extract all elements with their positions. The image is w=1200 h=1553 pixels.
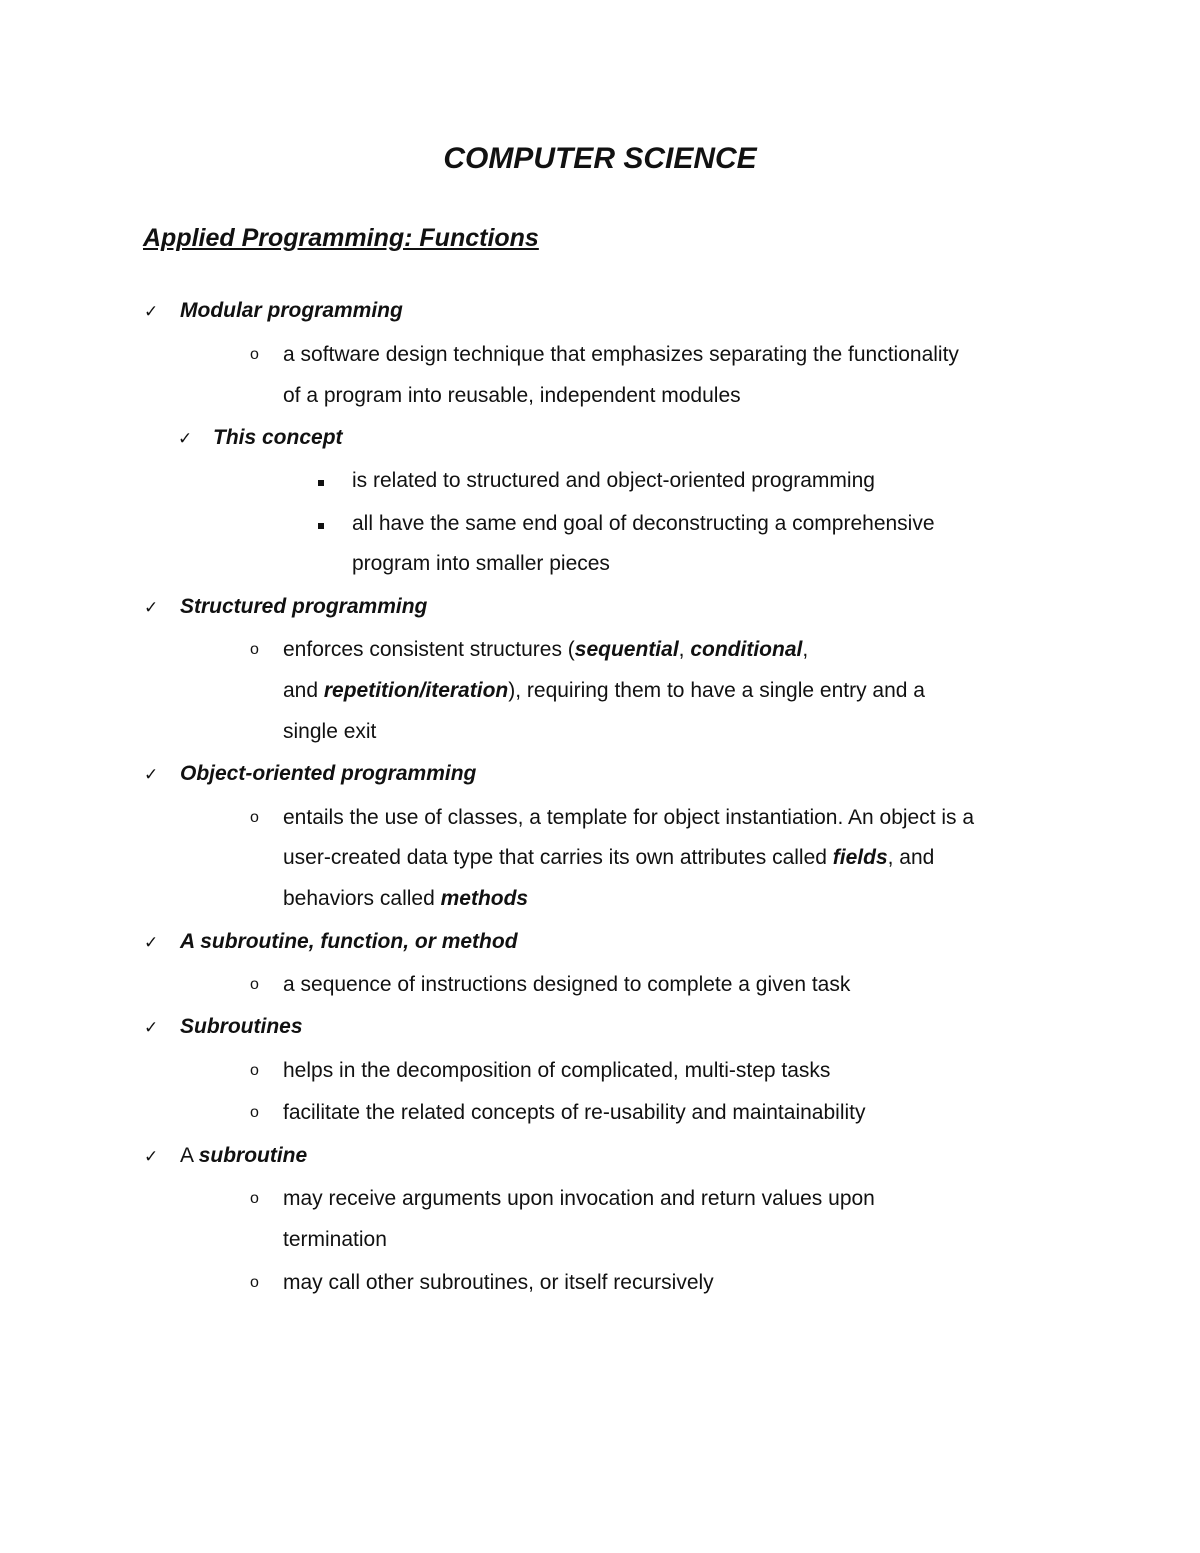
circle-bullet-icon: o (250, 1274, 259, 1291)
text: termination (283, 1228, 387, 1251)
item-oop: Object-oriented programming (180, 762, 477, 785)
item-modular: Modular programming (180, 299, 403, 322)
item-a-subroutine: A subroutine (180, 1144, 308, 1167)
item-subroutine: A subroutine, function, or method (180, 930, 518, 953)
check-icon: ✓ (144, 1018, 159, 1037)
section-heading: Applied Programming: Functions (143, 224, 539, 252)
circle-bullet-icon: o (250, 1190, 259, 1207)
text: helps in the decomposition of complicated, multi-step tasks (283, 1059, 831, 1082)
text: may receive arguments upon invocation and return values upon (283, 1187, 875, 1210)
square-bullet-icon (318, 480, 324, 486)
circle-bullet-icon: o (250, 976, 259, 993)
text: all have the same end goal of deconstructing a comprehensive (352, 512, 935, 535)
text: enforces consistent structures (sequential, conditional, (283, 638, 809, 661)
item-concept: This concept (213, 426, 343, 449)
text: may call other subroutines, or itself recursively (283, 1271, 714, 1294)
check-icon: ✓ (178, 429, 193, 448)
check-icon: ✓ (144, 933, 159, 952)
check-icon: ✓ (144, 598, 159, 617)
text: a software design technique that emphasizes separating the functionality (283, 343, 959, 366)
doc-title: COMPUTER SCIENCE (443, 142, 757, 175)
text: single exit (283, 720, 377, 743)
text: and repetition/iteration), requiring them to have a single entry and a (283, 679, 925, 702)
circle-bullet-icon: o (250, 346, 259, 363)
check-icon: ✓ (144, 1147, 159, 1166)
square-bullet-icon (318, 523, 324, 529)
check-icon: ✓ (144, 765, 159, 784)
circle-bullet-icon: o (250, 641, 259, 658)
text: is related to structured and object-oriented programming (352, 469, 875, 492)
circle-bullet-icon: o (250, 1104, 259, 1121)
text: entails the use of classes, a template for object instantiation. An object is a (283, 806, 975, 829)
check-icon: ✓ (144, 302, 159, 321)
text: behaviors called methods (283, 887, 529, 910)
text: of a program into reusable, independent modules (283, 384, 741, 407)
item-structured: Structured programming (180, 595, 428, 618)
text: facilitate the related concepts of re-usability and maintainability (283, 1101, 866, 1124)
text: user-created data type that carries its own attributes called fields, and (283, 846, 935, 869)
item-subroutines: Subroutines (180, 1015, 303, 1038)
text: program into smaller pieces (352, 552, 610, 575)
circle-bullet-icon: o (250, 809, 259, 826)
text: a sequence of instructions designed to complete a given task (283, 973, 851, 996)
circle-bullet-icon: o (250, 1062, 259, 1079)
